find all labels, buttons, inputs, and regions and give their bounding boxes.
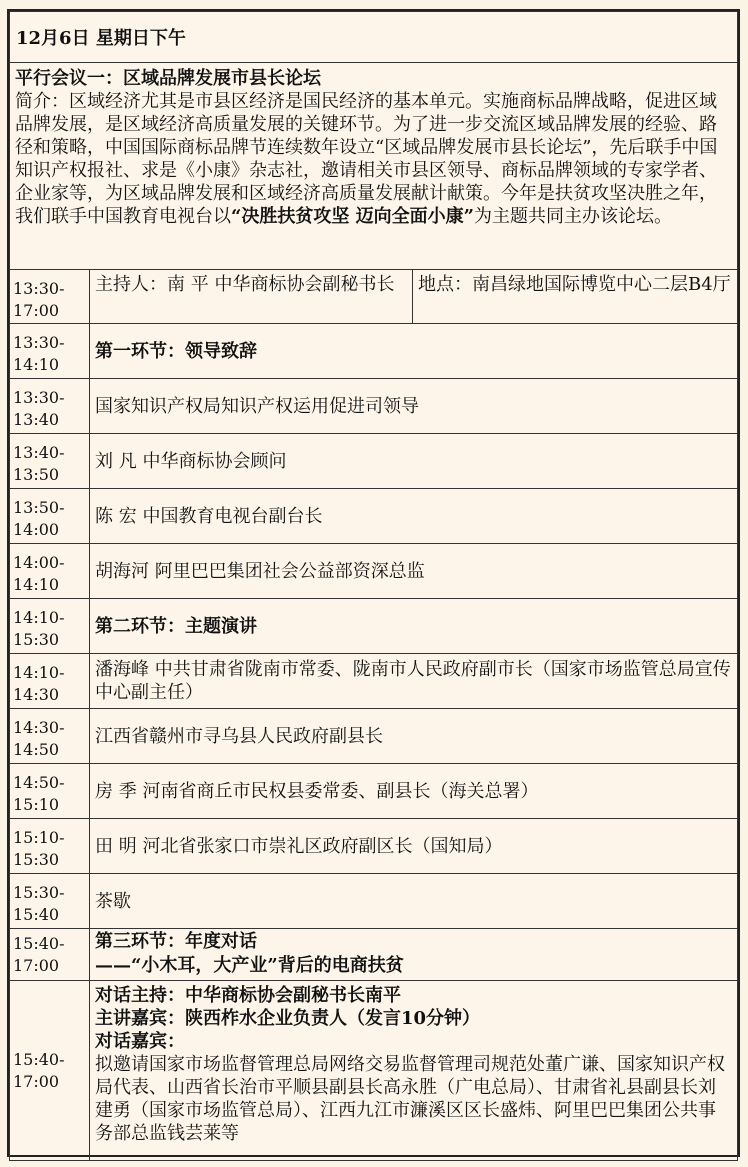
tea-break: 茶歇	[90, 874, 738, 929]
time-cell: 15:40-17:00	[10, 929, 90, 981]
forum-intro: 简介：区域经济尤其是市县区经济是国民经济的基本单元。实施商标品牌战略，促进区域品牌发展，是区域经济高质量发展的关键环节。为了进一步交流区域品牌发展的经验、路径和策略，中国国际商标品牌节连续数年设立“区域品牌发展市县长论坛”，先后联手中国知识产权报社、求是《小康》杂志社，邀请相关市县区领导、商标品牌领域的专家学者、企业家等，为区域品牌发展和区域经济高质量发展献计献策。今年是扶贫攻坚决胜之年，我们联手中国教育电视台以“决胜扶贫攻坚 迈向全面小康”为主题共同主办该论坛。	[15, 91, 718, 227]
time-cell: 13:50-14:00	[10, 489, 90, 544]
agenda-item: 陈 宏 中国教育电视台副台长	[90, 489, 738, 544]
schedule-row	[10, 379, 738, 434]
schedule-row	[10, 544, 738, 599]
schedule-row	[10, 874, 738, 929]
guests-label: 对话嘉宾：	[95, 1031, 185, 1052]
time-cell: 13:30-17:00	[10, 270, 90, 324]
time-cell: 15:40-17:00	[10, 981, 90, 1161]
schedule-row	[10, 819, 738, 874]
time-cell: 13:30-14:10	[10, 324, 90, 379]
time-cell: 13:40-13:50	[10, 434, 90, 489]
time-cell: 13:30-13:40	[10, 379, 90, 434]
time-cell: 15:30-15:40	[10, 874, 90, 929]
schedule-row	[10, 764, 738, 819]
schedule-row	[10, 324, 738, 379]
schedule-row	[10, 709, 738, 764]
date-heading: 12月6日 星期日下午	[10, 12, 738, 63]
agenda-item: 房 季 河南省商丘市民权县委常委、副县长（海关总署）	[90, 764, 738, 819]
schedule-row	[10, 654, 738, 709]
session-2-heading: 第二环节：主题演讲	[90, 599, 738, 654]
schedule-row	[10, 599, 738, 654]
time-cell: 14:10-15:30	[10, 599, 90, 654]
guests-list: 拟邀请国家市场监督管理总局网络交易监督管理司规范处董广谦、国家知识产权局代表、山西省长治市平顺县副县长高永胜（广电总局）、甘肃省礼县副县长刘建勇（国家市场监管总局）、江西九江市濂溪区区长盛炜、阿里巴巴集团公共事务部总监钱芸莱等	[95, 1054, 725, 1144]
time-cell: 14:00-14:10	[10, 544, 90, 599]
schedule-table	[9, 11, 738, 1161]
date-row	[10, 12, 738, 63]
agenda-item: 田 明 河北省张家口市崇礼区政府副区长（国知局）	[90, 819, 738, 874]
agenda-item: 胡海河 阿里巴巴集团社会公益部资深总监	[90, 544, 738, 599]
agenda-item: 国家知识产权局知识产权运用促进司领导	[90, 379, 738, 434]
host-cell: 主持人：南 平 中华商标协会副秘书长	[90, 270, 413, 324]
host-row	[10, 270, 738, 324]
agenda-item: 江西省赣州市寻乌县人民政府副县长	[90, 709, 738, 764]
schedule-row	[10, 434, 738, 489]
schedule-row	[10, 489, 738, 544]
session-1-heading: 第一环节：领导致辞	[90, 324, 738, 379]
dialogue-row	[10, 981, 738, 1161]
time-cell: 14:50-15:10	[10, 764, 90, 819]
session-3-subtitle: ——“小木耳，大产业”背后的电商扶贫	[95, 955, 404, 976]
session-3-row	[10, 929, 738, 981]
dialogue-host: 对话主持：中华商标协会副秘书长南平	[95, 985, 401, 1006]
schedule-sheet	[7, 9, 740, 1157]
keynote-speaker: 主讲嘉宾：陕西柞水企业负责人（发言10分钟）	[95, 1008, 481, 1029]
session-3-heading: 第三环节：年度对话	[95, 931, 257, 952]
intro-row	[10, 63, 738, 270]
forum-title: 平行会议一：区域品牌发展市县长论坛	[15, 68, 321, 89]
time-cell: 14:10-14:30	[10, 654, 90, 709]
agenda-item: 刘 凡 中华商标协会顾问	[90, 434, 738, 489]
venue-cell: 地点：南昌绿地国际博览中心二层B4厅	[413, 270, 738, 324]
time-cell: 14:30-14:50	[10, 709, 90, 764]
time-cell: 15:10-15:30	[10, 819, 90, 874]
agenda-item: 潘海峰 中共甘肃省陇南市常委、陇南市人民政府副市长（国家市场监管总局宣传中心副主任）	[90, 654, 738, 709]
